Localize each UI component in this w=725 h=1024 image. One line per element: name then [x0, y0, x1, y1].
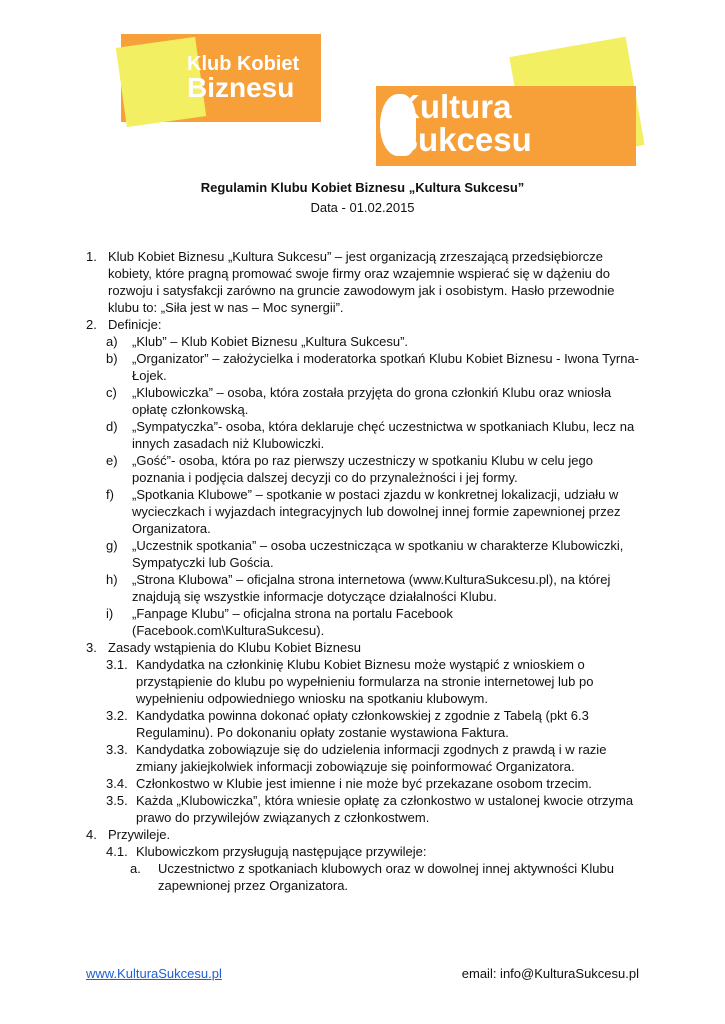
document-title: Regulamin Klubu Kobiet Biznesu „Kultura Sukcesu”	[200, 180, 525, 195]
rule-item	[86, 775, 646, 792]
item-text: „Strona Klubowa” – oficjalna strona internetowa (www.KulturaSukcesu.pl), na której znajdują się wszystkie informacje dotyczące działalności Klubu.	[132, 572, 611, 604]
section-number: 4.	[86, 827, 97, 842]
rule-item	[86, 741, 646, 775]
section-2	[86, 316, 646, 333]
item-text: „Klub” – Klub Kobiet Biznesu „Kultura Sukcesu”.	[132, 334, 409, 349]
logo-line1: Klub Kobiet	[187, 53, 300, 75]
kultura-sukcesu-logo	[368, 42, 640, 166]
item-text: Uczestnictwo z spotkaniach klubowych oraz w dowolnej innej aktywności Klubu zapewnionej przez Organizatora.	[158, 861, 614, 893]
item-label: a.	[130, 861, 141, 876]
document-body	[86, 248, 646, 894]
item-text: „Fanpage Klubu” – oficjalna strona na portalu Facebook (Facebook.com\KulturaSukcesu).	[132, 606, 453, 638]
definition-item	[86, 350, 646, 384]
item-label: b)	[106, 351, 118, 366]
item-text: „Uczestnik spotkania” – osoba uczestnicząca w spotkaniu w charakterze Klubowiczki, Sympatyczki lub Gościa.	[132, 538, 624, 570]
klub-kobiet-biznesu-logo	[121, 34, 337, 122]
document-date: Data - 01.02.2015	[310, 200, 415, 215]
rule-item	[86, 792, 646, 826]
item-text: „Gość”- osoba, która po raz pierwszy uczestniczy w spotkaniu Klubu w celu jego poznania i podjęcia dalszej decyzji co do przynależności i jej formy.	[132, 453, 593, 485]
section-3	[86, 639, 646, 656]
item-label: a)	[106, 334, 118, 349]
section-text: Definicje:	[108, 317, 162, 332]
rule-item	[86, 656, 646, 707]
definition-item	[86, 418, 646, 452]
logo-line1: Kultura	[396, 88, 512, 125]
logo-text	[187, 54, 299, 102]
item-label: 3.3.	[106, 742, 128, 757]
item-label: c)	[106, 385, 117, 400]
definition-item	[86, 605, 646, 639]
item-text: Kandydatka zobowiązuje się do udzielenia informacji zgodnych z prawdą i w razie zmiany jakiejkolwiek informacji zobowiązuje się poinformować Organizatora.	[136, 742, 607, 774]
footer-email: email: info@KulturaSukcesu.pl	[461, 966, 639, 981]
section-text: Klub Kobiet Biznesu „Kultura Sukcesu” – jest organizacją zrzeszającą przedsiębiorcze kobiety, które pragną promować swoje firmy oraz wzajemnie wspierać się w dążeniu do rozwoju i satysfakcji zarówno na gruncie zawodowym jak i osobistym. Hasło przewodnie klubu to: „Siła jest w nas – Moc synergii”.	[108, 249, 615, 315]
item-text: Każda „Klubowiczka”, która wniesie opłatę za członkostwo w ustalonej kwocie otrzyma prawo do przywilejów związanych z członkostwem.	[136, 793, 634, 825]
item-label: g)	[106, 538, 118, 553]
definition-item	[86, 333, 646, 350]
website-link[interactable]: www.KulturaSukcesu.pl	[86, 966, 222, 981]
definition-item	[86, 452, 646, 486]
item-text: Członkostwo w Klubie jest imienne i nie może być przekazane osobom trzecim.	[136, 776, 592, 791]
item-label: 3.2.	[106, 708, 128, 723]
item-label: 4.1.	[106, 844, 128, 859]
section-number: 3.	[86, 640, 97, 655]
item-label: 3.5.	[106, 793, 128, 808]
logo-line2: Sukcesu	[396, 121, 532, 158]
logo-line2: Biznesu	[187, 72, 295, 103]
item-text: Klubowiczkom przysługują następujące przywileje:	[136, 844, 427, 859]
section-number: 2.	[86, 317, 97, 332]
item-label: 3.1.	[106, 657, 128, 672]
item-label: e)	[106, 453, 118, 468]
item-text: „Klubowiczka” – osoba, która została przyjęta do grona członkiń Klubu oraz wniosła opłatę członkowską.	[132, 385, 612, 417]
privilege-item	[86, 860, 646, 894]
item-label: f)	[106, 487, 114, 502]
definition-item	[86, 571, 646, 605]
item-text: „Organizator” – założycielka i moderatorka spotkań Klubu Kobiet Biznesu - Iwona Tyrna-Łojek.	[132, 351, 640, 383]
item-label: i)	[106, 606, 114, 621]
item-label: h)	[106, 572, 118, 587]
definition-item	[86, 537, 646, 571]
item-label: d)	[106, 419, 118, 434]
rule-item	[86, 843, 646, 860]
item-label: 3.4.	[106, 776, 128, 791]
item-text: „Spotkania Klubowe” – spotkanie w postaci zjazdu w konkretnej lokalizacji, udziału w wycieczkach i wyjazdach integracyjnych lub dowolnej innej formie zapewnionej przez Organizatora.	[132, 487, 621, 536]
item-text: „Sympatyczka”- osoba, która deklaruje chęć uczestnictwa w spotkaniach Klubu, lecz na innych zasadach niż Klubowiczki.	[132, 419, 635, 451]
rule-item	[86, 707, 646, 741]
section-text: Zasady wstąpienia do Klubu Kobiet Biznesu	[108, 640, 361, 655]
section-text: Przywileje.	[108, 827, 171, 842]
section-number: 1.	[86, 249, 97, 264]
section-1	[86, 248, 646, 316]
section-4	[86, 826, 646, 843]
definition-item	[86, 486, 646, 537]
logo-text	[396, 90, 532, 156]
item-text: Kandydatka na członkinię Klubu Kobiet Biznesu może wystąpić z wnioskiem o przystąpienie do klubu po wypełnieniu formularza na stronie internetowej lub po wypełnieniu odpowiedniego wniosku na spotkaniu klubowym.	[136, 657, 594, 706]
item-text: Kandydatka powinna dokonać opłaty członkowskiej z zgodnie z Tabelą (pkt 6.3 Regulaminu). Po dokonaniu opłaty zostanie wystawiona Faktura.	[136, 708, 589, 740]
definition-item	[86, 384, 646, 418]
